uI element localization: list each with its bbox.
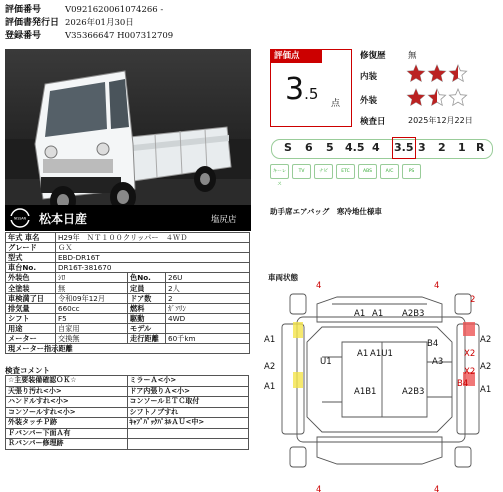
comment-cell [127, 439, 249, 450]
condition-mark: A2B3 [402, 309, 425, 319]
condition-mark: 4 [434, 485, 440, 492]
comment-row [6, 397, 249, 408]
condition-mark: 4 [316, 281, 322, 291]
spec-row [6, 293, 250, 303]
star-icon [449, 65, 466, 81]
spec-value: 2 [166, 293, 250, 303]
spec-table [5, 232, 250, 354]
spec-row [6, 313, 250, 323]
condition-mark: X2 [464, 349, 476, 359]
header-value: V35366647 H007312709 [65, 31, 174, 41]
spec-label: モデル [128, 323, 166, 333]
comment-cell: 外装タッチＰ跡 [6, 418, 128, 429]
spec-label: 外装色 [6, 273, 56, 283]
condition-title: 車両状態 [268, 273, 298, 282]
spec-value: ｼﾛ [56, 273, 128, 283]
condition-mark: X2 [464, 367, 476, 377]
score-unit: 点 [331, 99, 341, 109]
spec-value: F5 [56, 313, 128, 323]
scale-item: 4.5 [345, 141, 365, 154]
spec-value: 4WD [166, 313, 250, 323]
spec-value: ｶﾞｿﾘﾝ [166, 303, 250, 313]
condition-mark: A3 [432, 357, 444, 367]
condition-mark: A1 [264, 335, 276, 345]
scale-item: 2 [438, 141, 446, 154]
condition-mark: U1 [320, 357, 332, 367]
scale-item: R [476, 141, 485, 154]
comment-row [6, 439, 249, 450]
scale-item: 3 [418, 141, 426, 154]
score-scale [271, 139, 493, 159]
scale-item: 1 [458, 141, 466, 154]
condition-mark: A2 [480, 335, 492, 345]
score-value: 3.5 [285, 72, 319, 107]
condition-mark: A1 [357, 349, 369, 359]
spec-label: 年式 車名 [6, 233, 56, 243]
spec-label: 型式 [6, 253, 56, 263]
spec-row [6, 303, 250, 313]
spec-value [56, 344, 250, 354]
spec-label: 全塗装 [6, 283, 56, 293]
spec-row [6, 243, 250, 253]
spec-row [6, 283, 250, 293]
header-label: 登録番号 [5, 31, 42, 41]
interior-stars [406, 64, 470, 88]
comments-title: 検査コメント [5, 366, 50, 375]
condition-mark: 4 [434, 281, 440, 291]
vehicle-photo [5, 49, 251, 231]
equipment-icon: ABS [358, 164, 377, 179]
spec-label: 燃料 [128, 303, 166, 313]
spec-value: 660cc [56, 303, 128, 313]
spec-row [6, 263, 250, 273]
condition-mark: A1 [354, 309, 366, 319]
header-label: 評価書発行日 [5, 18, 60, 28]
truck-illustration [5, 49, 251, 231]
header-value: V0921620061074266 - [65, 5, 164, 15]
scale-item: 4 [372, 141, 380, 154]
spec-label: 走行距離 [128, 333, 166, 343]
condition-mark: A2 [480, 362, 492, 372]
equipment-icon: キーレス [270, 164, 289, 179]
car-condition-diagram [262, 281, 498, 492]
spec-label: 駆動 [128, 313, 166, 323]
star-icon [449, 89, 466, 105]
scale-item: 3.5 [392, 137, 416, 159]
spec-value: 自家用 [56, 323, 128, 333]
comment-cell: コンソールすれ<小> [6, 407, 128, 418]
shop-bar [5, 205, 251, 231]
spec-value: 令和09年12月 [56, 293, 128, 303]
header-value: 2026年01月30日 [65, 18, 134, 28]
interior-label: 内装 [360, 72, 378, 82]
repair-label: 修復歴 [360, 51, 386, 61]
equipment-text: 助手席エアバッグ 寒冷地仕様車 [270, 207, 382, 216]
comment-cell: シフトノブすれ [127, 407, 249, 418]
spec-label: シフト [6, 313, 56, 323]
spec-label: 車台No. [6, 263, 56, 273]
spec-row [6, 253, 250, 263]
condition-mark: A1 [264, 382, 276, 392]
nissan-logo-icon [9, 207, 31, 229]
spec-row [6, 323, 250, 333]
spec-value: 2人 [166, 283, 250, 293]
condition-mark: A2B3 [402, 387, 425, 397]
header-registration-number [5, 30, 173, 42]
spec-value: 交換無 [56, 333, 128, 343]
comment-row [6, 386, 249, 397]
inspection-date-label: 検査日 [360, 117, 386, 127]
spec-label: 車検満了日 [6, 293, 56, 303]
spec-label: 用途 [6, 323, 56, 333]
comments-table [5, 375, 249, 450]
equipment-icon: A/C [380, 164, 399, 179]
spec-value: DR16T-381670 [56, 263, 250, 273]
comment-row [6, 376, 249, 387]
comment-row [6, 407, 249, 418]
star-icon [428, 65, 445, 81]
comment-cell: ｷｬﾌﾞﾊﾞｯｸﾊﾟﾈﾙＡＵ<中> [127, 418, 249, 429]
spec-value: 60千km [166, 333, 250, 343]
header-evaluation-number [5, 4, 163, 16]
spec-value [166, 323, 250, 333]
equipment-icon: PS [402, 164, 421, 179]
comment-cell: ☆主要装備確認ＯＫ☆ [6, 376, 128, 387]
comment-row [6, 428, 249, 439]
equipment-icon: ETC [336, 164, 355, 179]
scale-item: 6 [305, 141, 313, 154]
scale-item: S [284, 141, 292, 154]
header-issue-date [5, 17, 134, 29]
exterior-stars [406, 88, 470, 112]
scale-item: 5 [326, 141, 334, 154]
star-icon [428, 89, 445, 105]
repair-value: 無 [408, 51, 417, 61]
spec-label: 現メーター指示距離 [6, 344, 56, 354]
spec-label: ドア数 [128, 293, 166, 303]
condition-mark: 4 [316, 485, 322, 492]
condition-mark: B4 [457, 379, 469, 389]
spec-label: グレード [6, 243, 56, 253]
condition-mark: A1U1 [370, 349, 393, 359]
spec-value: 無 [56, 283, 128, 293]
condition-mark: A1 [480, 385, 492, 395]
score-label: 評価点 [271, 50, 322, 63]
comment-row [6, 418, 249, 429]
spec-label: 排気量 [6, 303, 56, 313]
comment-cell [127, 428, 249, 439]
condition-mark: A1B1 [354, 387, 377, 397]
shop-branch: 塩尻店 [211, 215, 237, 225]
condition-mark: A2 [264, 362, 276, 372]
spec-row [6, 233, 250, 243]
equipment-icon: ナビ [314, 164, 333, 179]
exterior-label: 外装 [360, 96, 378, 106]
spec-row [6, 344, 250, 354]
equipment-icon: TV [292, 164, 311, 179]
header-label: 評価番号 [5, 5, 42, 15]
spec-value: EBD-DR16T [56, 253, 250, 263]
spec-label: メーター [6, 333, 56, 343]
spec-value: H29年 ＮＴ１００クリッパー ４ＷＤ [56, 233, 250, 243]
comment-cell: Ｆバンパー下面Ａ有 [6, 428, 128, 439]
shop-name: 松本日産 [39, 212, 88, 226]
star-icon [407, 65, 424, 81]
condition-mark: A1 [372, 309, 384, 319]
spec-value: 26U [166, 273, 250, 283]
spec-value: ＧＸ [56, 243, 250, 253]
comment-cell: Ｒバンパー修理跡 [6, 439, 128, 450]
comment-cell: 天張り汚れ<小> [6, 386, 128, 397]
spec-row [6, 273, 250, 283]
condition-mark: B4 [427, 339, 439, 349]
spec-label: 色No. [128, 273, 166, 283]
star-icon [407, 89, 424, 105]
score-box [270, 49, 352, 127]
inspection-date-value: 2025年12月22日 [408, 116, 473, 125]
comment-cell: コンソールＥＴＣ取付 [127, 397, 249, 408]
comment-cell: ミラーＡ<小> [127, 376, 249, 387]
spec-row [6, 333, 250, 343]
spec-label: 定員 [128, 283, 166, 293]
comment-cell: ハンドルすれ<小> [6, 397, 128, 408]
comment-cell: ドア内張りＡ<小> [127, 386, 249, 397]
condition-mark: 2 [470, 295, 476, 305]
svg-text:NISSAN: NISSAN [14, 216, 26, 221]
equipment-icons [270, 164, 424, 187]
